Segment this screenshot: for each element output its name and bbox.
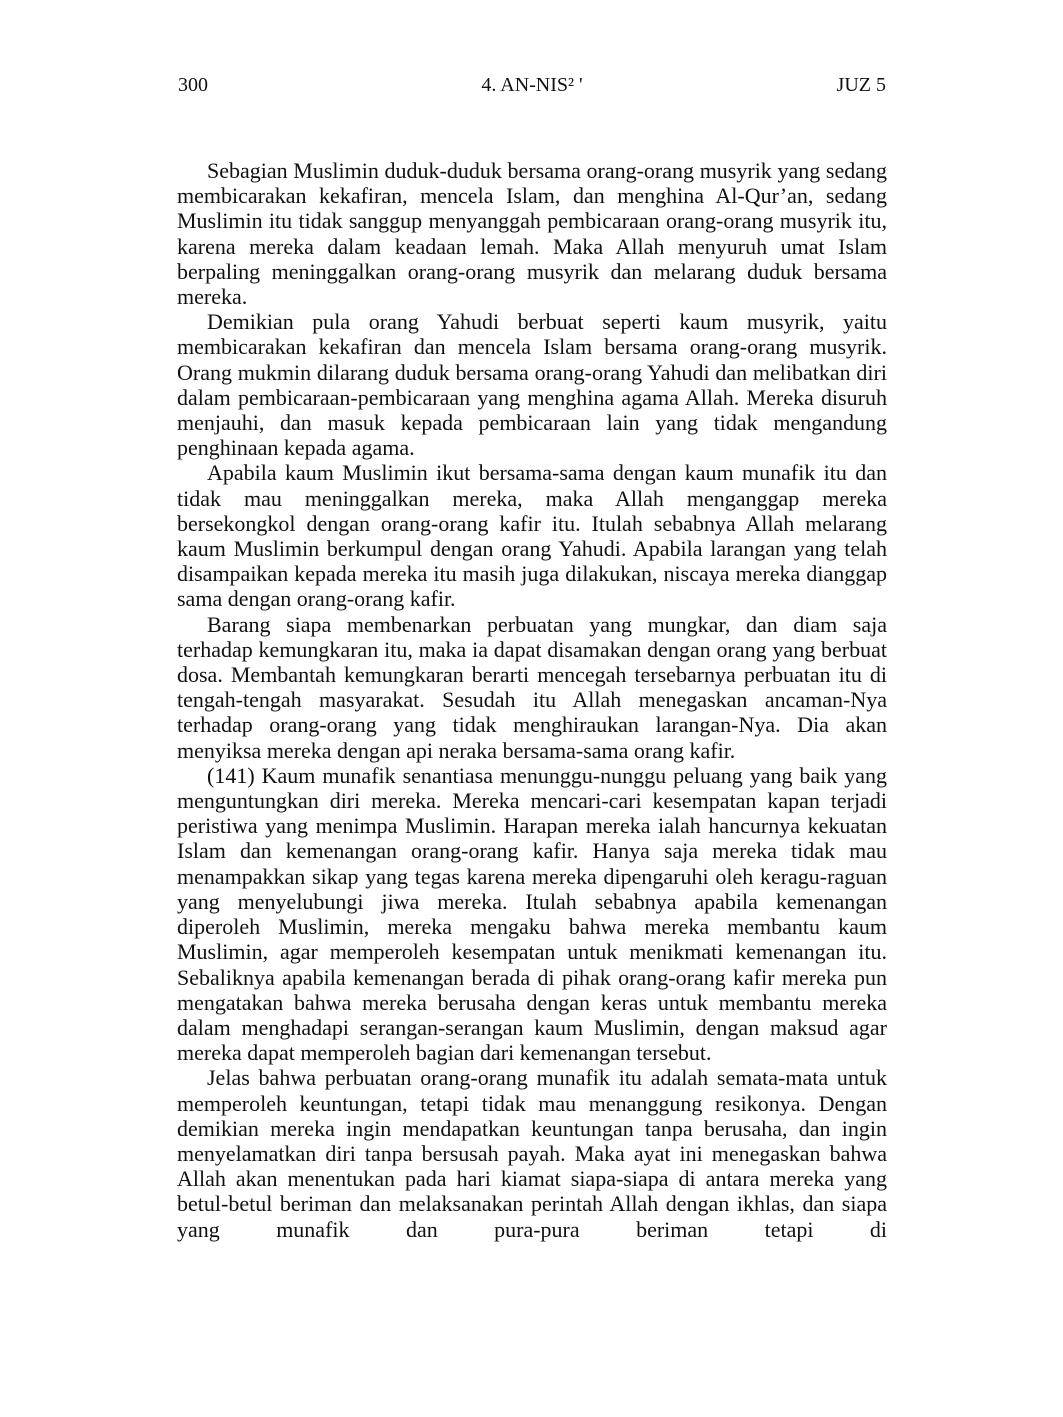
paragraph: (141) Kaum munafik senantiasa menunggu-nunggu peluang yang baik yang menguntungkan diri mereka. Mereka mencari-cari kesempatan kapan terjadi peristiwa yang menimpa Muslimin. Harapan mereka ialah hancurnya kekuatan Islam dan kemenangan orang-orang kafir. Hanya saja mereka tidak mau menampakkan sikap yang tegas karena mereka dipengaruhi oleh keragu-raguan yang menyelubungi jiwa mereka. Itulah sebabnya apabila kemenangan diperoleh Muslimin, mereka mengaku bahwa mereka membantu kaum Muslimin, agar memperoleh kesempatan untuk menikmati kemenangan itu. Sebaliknya apabila kemenangan berada di pihak orang-orang kafir mereka pun mengatakan bahwa mereka berusaha dengan keras untuk membantu mereka dalam menghadapi serangan-serangan kaum Muslimin, dengan maksud agar mereka dapat memperoleh bagian dari kemenangan tersebut. [177,762,887,1066]
page-number: 300 [178,74,208,96]
paragraph: Barang siapa membenarkan perbuatan yang mungkar, dan diam saja terhadap kemungkaran itu, maka ia dapat disamakan dengan orang yang berbuat dosa. Membantah kemungkaran berarti mencegah tersebarnya perbuatan itu di tengah-tengah masyarakat. Sesudah itu Allah menegaskan ancaman-Nya terhadap orang-orang yang tidak menghiraukan larangan-Nya. Dia akan menyiksa mereka dengan api neraka bersama-sama orang kafir. [177,611,887,763]
paragraph: Sebagian Muslimin duduk-duduk bersama orang-orang musyrik yang sedang membicarakan kekafiran, mencela Islam, dan menghina Al-Qur’an, sedang Muslimin itu tidak sanggup menyanggah pembicaraan orang-orang musyrik itu, karena mereka dalam keadaan lemah. Maka Allah menyuruh umat Islam berpaling meninggalkan orang-orang musyrik dan melarang duduk bersama mereka. [177,158,887,310]
paragraph: Jelas bahwa perbuatan orang-orang munafik itu adalah semata-mata untuk memperoleh keuntungan, tetapi tidak mau menanggung resikonya. Dengan demikian mereka ingin mendapatkan keuntungan tanpa berusaha, dan ingin menyelamatkan diri tanpa bersusah payah. Maka ayat ini menegaskan bahwa Allah akan menentukan pada hari kiamat siapa-siapa di antara mereka yang betul-betul beriman dan melaksanakan perintah Allah dengan ikhlas, dan siapa yang munafik dan pura-pura beriman tetapi di [177,1065,887,1242]
paragraph: Demikian pula orang Yahudi berbuat seperti kaum musyrik, yaitu membicarakan kekafiran dan mencela Islam bersama orang-orang musyrik. Orang mukmin dilarang duduk bersama orang-orang Yahudi dan melibatkan diri dalam pembicaraan-pembicaraan yang menghina agama Allah. Mereka disuruh menjauhi, dan masuk kepada pembicaraan lain yang tidak mengandung penghinaan kepada agama. [177,309,887,461]
running-header [178,70,886,100]
paragraph: Apabila kaum Muslimin ikut bersama-sama dengan kaum munafik itu dan tidak mau meninggalkan mereka, maka Allah menganggap mereka bersekongkol dengan orang-orang kafir itu. Itulah sebabnya Allah melarang kaum Muslimin berkumpul dengan orang Yahudi. Apabila larangan yang telah disampaikan kepada mereka itu masih juga dilakukan, niscaya mereka dianggap sama dengan orang-orang kafir. [177,460,887,612]
juz-label: JUZ 5 [836,74,886,96]
body-text [177,158,887,1242]
chapter-title: 4. AN-NIS² ' [481,74,583,96]
